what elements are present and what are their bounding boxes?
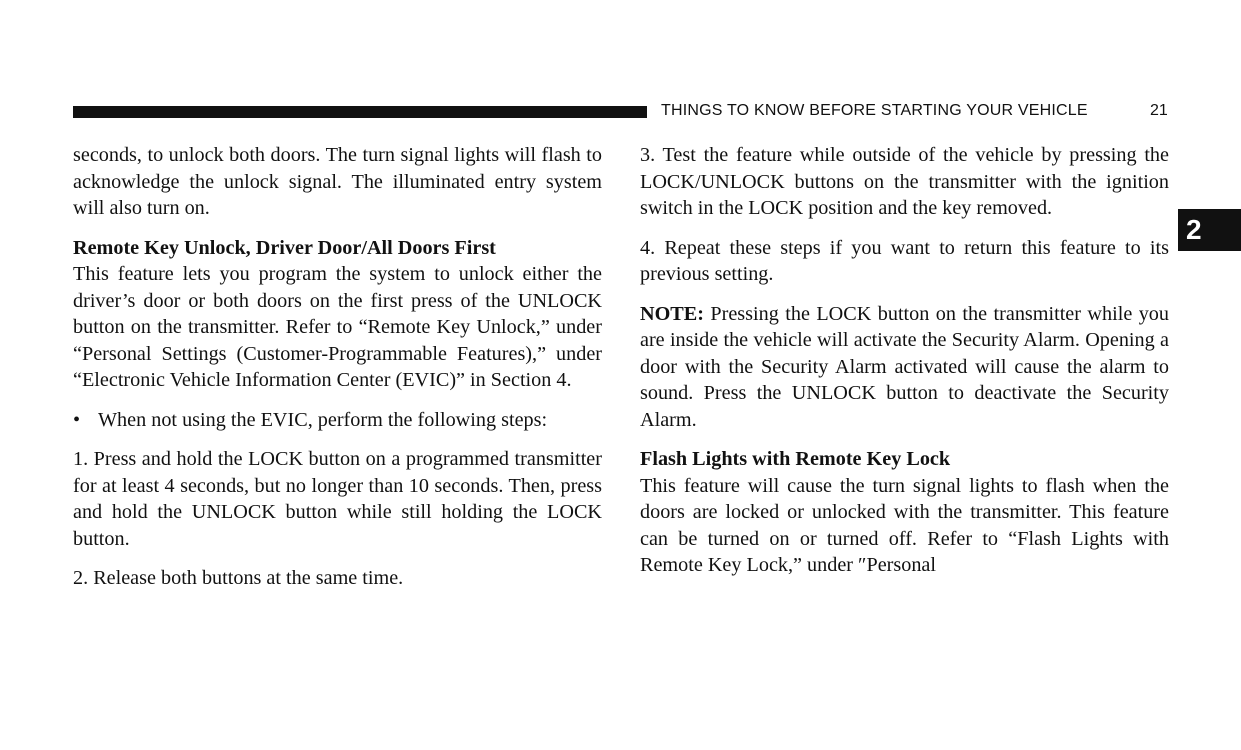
- heading-flash-lights: Flash Lights with Remote Key Lock: [640, 448, 951, 470]
- bullet-text: When not using the EVIC, perform the following steps:: [98, 408, 548, 431]
- step-3: 3. Test the feature while outside of the vehicle by pressing the LOCK/UNLOCK buttons on the transmitter with the ignition switch in the LOCK position and the key removed.: [640, 144, 1169, 219]
- bullet-icon: •: [73, 408, 81, 431]
- note-paragraph: [640, 301, 1169, 434]
- heading-remote-key-unlock: Remote Key Unlock, Driver Door/All Doors First: [73, 236, 496, 259]
- section-tab-number: 2: [1186, 214, 1202, 245]
- page-number: 21: [1150, 102, 1168, 119]
- note-text: Pressing the LOCK button on the transmitter while you are inside the vehicle will activate the Security Alarm. Opening a door with the Security Alarm activated will cause the alarm to sound. Press the UNLOCK button to deactivate the Security Alarm.: [640, 302, 1169, 431]
- step-2: 2. Release both buttons at the same time.: [73, 567, 404, 589]
- section-tab: [1178, 209, 1241, 251]
- header-rule: [73, 106, 647, 118]
- running-header-title: THINGS TO KNOW BEFORE STARTING YOUR VEHICLE: [661, 102, 1088, 119]
- paragraph-flash-lights: This feature will cause the turn signal lights to flash when the doors are locked or unlocked with the transmitter. This feature can be turned on or turned off. Refer to “Flash Lights with Remote Key Lock,” under ″Personal: [640, 474, 1169, 576]
- paragraph-remote-key-unlock: This feature lets you program the system to unlock either the driver’s door or both doors on the first press of the UNLOCK button on the transmitter. Refer to “Remote Key Unlock,” under “Personal Settings (Customer-Programmable Features),” under “Electronic Vehicle Information Center (EVIC)” in Section 4.: [73, 263, 602, 391]
- left-column: [73, 142, 602, 605]
- step-1: 1. Press and hold the LOCK button on a programmed transmitter for at least 4 seconds, but no longer than 10 seconds. Then, press and hold the UNLOCK button while still holding the LOCK button.: [73, 448, 602, 550]
- step-4: 4. Repeat these steps if you want to return this feature to its previous setting.: [640, 236, 1169, 285]
- paragraph-unlock-continuation: seconds, to unlock both doors. The turn signal lights will flash to acknowledge the unlock signal. The illuminated entry system will also turn on.: [73, 144, 602, 219]
- right-column: [640, 142, 1169, 592]
- bullet-item: [73, 407, 602, 434]
- note-label: NOTE:: [640, 302, 704, 325]
